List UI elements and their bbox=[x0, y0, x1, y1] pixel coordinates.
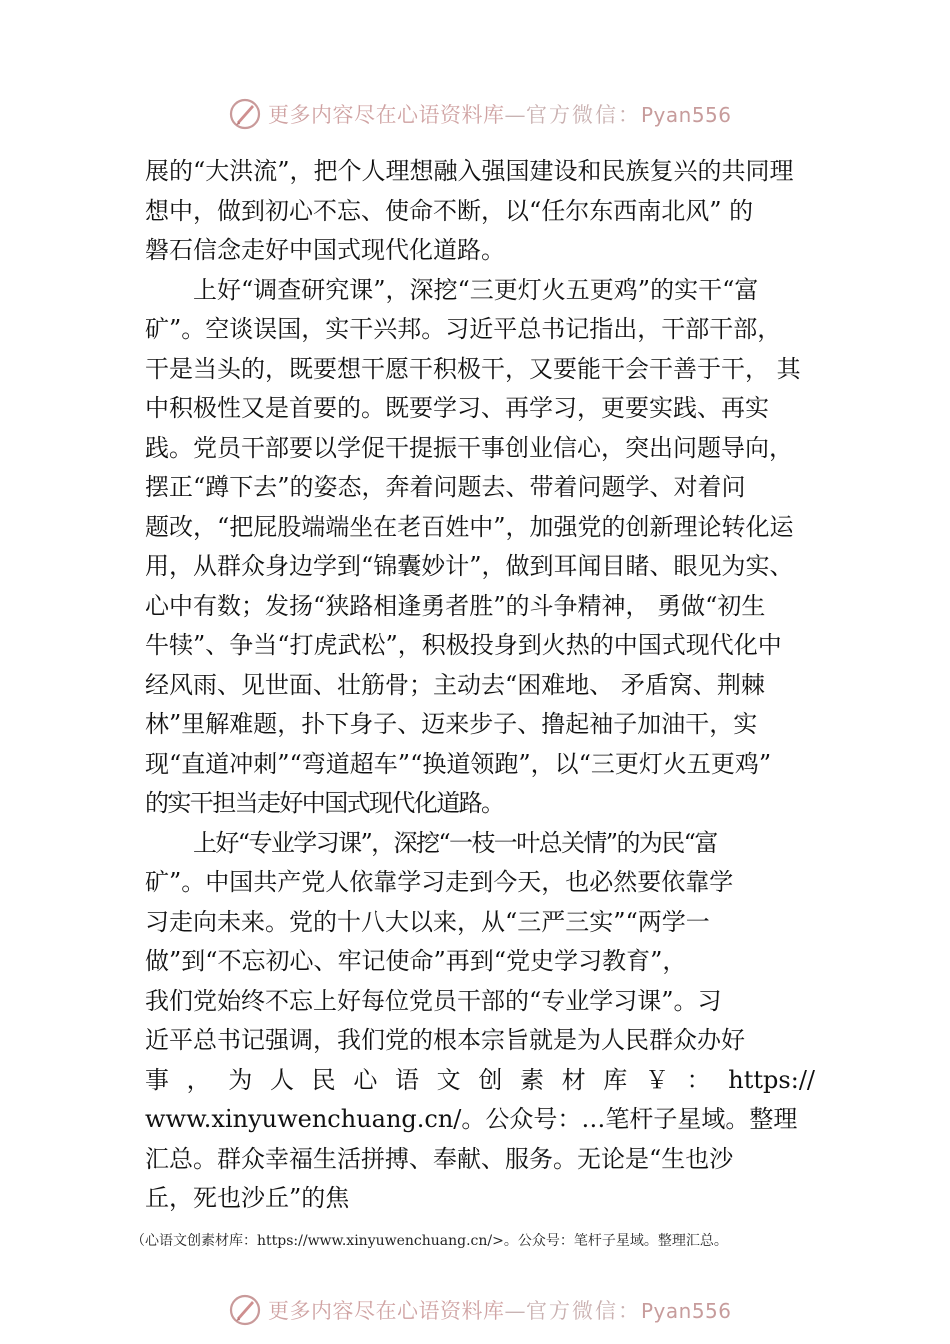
body-line: 现“直道冲刺”“弯道超车”“换道领跑”，以“三更灯火五更鸡” bbox=[145, 749, 772, 778]
quill-pen-circle-icon bbox=[228, 1293, 262, 1327]
body-line: 干是当头的，既要想干愿干积极干，又要能干会干善于干， 其 bbox=[145, 354, 801, 383]
body-line: 牛犊”、争当“打虎武松”，积极投身到火热的中国式现代化中 bbox=[145, 631, 782, 659]
body-line: 我们党始终不忘上好每位党员干部的“专业学习课”。习 bbox=[145, 986, 722, 1015]
body-line: 想中，做到初心不忘、使命不断，以“任尔东西南北风” 的 bbox=[145, 196, 754, 225]
body-line: 丘，死也沙丘”的焦 bbox=[145, 1184, 350, 1212]
banner-brand: 更多内容尽在心语资料库 bbox=[268, 103, 505, 127]
body-line: 习走向未来。党的十八大以来，从“三严三实”“两学一 bbox=[145, 907, 710, 936]
body-line: 上好“专业学习课”，深挖“一枝一叶总关情”的为民“富 bbox=[193, 828, 717, 857]
body-line: 题改，“把屁股端端坐在老百姓中”，加强党的创新理论转化运 bbox=[145, 512, 794, 541]
footer-banner-separator: — bbox=[504, 1299, 526, 1323]
body-line: 矿”。空谈误国，实干兴邦。习近平总书记指出，干部干部， bbox=[145, 315, 782, 343]
body-line: 近平总书记强调，我们党的根本宗旨就是为人民群众办好 bbox=[145, 1026, 745, 1054]
banner-separator: — bbox=[504, 103, 526, 127]
body-line: 事 ， 为 人 民 心 语 文 创 素 材 库 ￥ ： https:// bbox=[145, 1065, 815, 1094]
footer-banner-brand: 更多内容尽在心语资料库 bbox=[268, 1299, 505, 1323]
body-line: 摆正“蹲下去”的姿态，奔着问题去、带着问题学、对着问 bbox=[145, 473, 746, 501]
banner-handle: Pyan556 bbox=[641, 103, 732, 127]
body-line: 磐石信念走好中国式现代化道路。 bbox=[145, 236, 505, 264]
body-line: 上好“调查研究课”，深挖“三更灯火五更鸡”的实干“富 bbox=[193, 275, 759, 304]
banner-wechat-label: 官方微信： bbox=[526, 103, 641, 127]
body-line: 汇总。群众幸福生活拼搏、奉献、服务。无论是“生也沙 bbox=[145, 1144, 734, 1173]
body-line: 心中有数；发扬“狭路相逢勇者胜”的斗争精神， 勇做“初生 bbox=[145, 591, 766, 620]
body-line: www.xinyuwenchuang.cn/。公众号：…笔杆子星域。整理 bbox=[145, 1105, 798, 1133]
body-line: 经风雨、见世面、壮筋骨；主动去“困难地、 矛盾窝、荆棘 bbox=[145, 670, 765, 699]
footer-banner bbox=[228, 1290, 732, 1330]
footer-banner-handle: Pyan556 bbox=[641, 1299, 732, 1323]
document-body bbox=[145, 152, 815, 1219]
body-line: 展的“大洪流”，把个人理想融入强国建设和民族复兴的共同理 bbox=[145, 157, 794, 185]
footer-banner-wechat-label: 官方微信： bbox=[526, 1299, 641, 1323]
quill-pen-circle-icon bbox=[228, 97, 262, 131]
body-line: 践。党员干部要以学促干提振干事创业信心，突出问题导向， bbox=[145, 433, 793, 462]
body-line: 矿”。中国共产党人依靠学习走到今天，也必然要依靠学 bbox=[145, 868, 734, 896]
header-banner bbox=[228, 94, 732, 134]
body-line: 的实干担当走好中国式现代化道路。 bbox=[145, 789, 504, 817]
body-line: 做”到“不忘初心、牢记使命”再到“党史学习教育”， bbox=[145, 947, 687, 975]
body-line: 林”里解难题，扑下身子、迈来步子、撸起袖子加油干，实 bbox=[145, 710, 758, 738]
footnote: （心语文创素材库：https://www.xinyuwenchuang.cn/>。公众号：笔杆子星域。整理汇总。 bbox=[131, 1233, 728, 1249]
body-line: 用，从群众身边学到“锦囊妙计”，做到耳闻目睹、眼见为实、 bbox=[145, 552, 794, 580]
body-line: 中积极性又是首要的。既要学习、再学习，更要实践、再实 bbox=[145, 394, 769, 422]
